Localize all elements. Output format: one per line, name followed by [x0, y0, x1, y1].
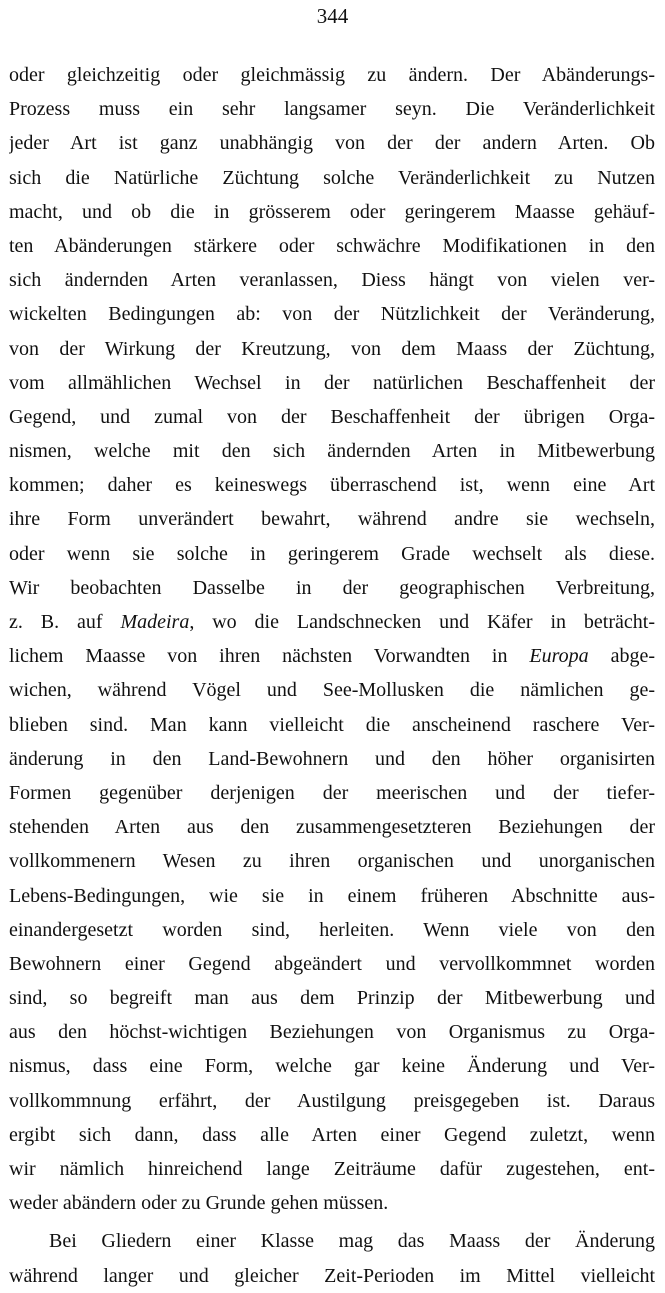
text-line	[9, 879, 655, 913]
text-segment: jeder Art ist ganz unabhängig von der der andern Arten. Ob	[9, 132, 655, 155]
text-line	[9, 708, 655, 742]
text-line	[9, 639, 655, 673]
text-line	[9, 605, 655, 639]
text-line	[9, 468, 655, 502]
text-line	[9, 400, 655, 434]
text-line	[9, 776, 655, 810]
text-segment: während langer und gleicher Zeit-Perioden im Mittel vielleicht	[9, 1264, 655, 1287]
text-segment: nismus, dass eine Form, welche gar keine Änderung und Ver-	[9, 1055, 655, 1078]
text-line	[9, 502, 655, 536]
text-line	[9, 229, 655, 263]
text-segment: änderung in den Land-Bewohnern und den höher organisirten	[9, 747, 655, 770]
text-line	[9, 981, 655, 1015]
text-line	[9, 297, 655, 331]
text-segment: Bewohnern einer Gegend abgeändert und vervollkommnet worden	[9, 952, 655, 975]
text-line	[9, 161, 655, 195]
text-segment: Gegend, und zumal von der Beschaffenheit der übrigen Orga-	[9, 405, 655, 428]
text-line	[9, 810, 655, 844]
text-line	[9, 673, 655, 707]
text-line	[9, 58, 655, 92]
body-text	[9, 58, 655, 1293]
text-line	[9, 332, 655, 366]
page-number: 344	[316, 4, 349, 28]
text-segment: sich die Natürliche Züchtung solche Veränderlichkeit zu Nutzen	[9, 166, 655, 189]
text-segment: lichem Maasse von ihren nächsten Vorwandten in	[9, 645, 530, 668]
text-segment: von der Wirkung der Kreutzung, von dem Maass der Züchtung,	[9, 337, 655, 360]
text-segment: nismen, welche mit den sich ändernden Arten in Mitbewerbung	[9, 440, 655, 463]
text-segment: ten Abänderungen stärkere oder schwächre Modifikationen in den	[9, 234, 655, 257]
text-segment: sind, so begreift man aus dem Prinzip der Mitbewerbung und	[9, 987, 655, 1010]
text-segment: Prozess muss ein sehr langsamer seyn. Die Veränderlichkeit	[9, 98, 655, 121]
text-line	[9, 742, 655, 776]
text-segment: vom allmählichen Wechsel in der natürlichen Beschaffenheit der	[9, 371, 655, 394]
text-segment: sich ändernden Arten veranlassen, Diess hängt von vielen ver-	[9, 269, 655, 292]
italic-place-name: Madeira	[120, 611, 190, 633]
text-segment: kommen; daher es keineswegs überraschend ist, wenn eine Art	[9, 474, 655, 497]
text-line	[9, 434, 655, 468]
text-segment: Bei Gliedern einer Klasse mag das Maass der Änderung	[49, 1230, 655, 1253]
text-line	[9, 913, 655, 947]
text-line	[9, 1152, 655, 1186]
text-line	[9, 366, 655, 400]
text-segment: abge-	[588, 645, 655, 668]
text-line	[9, 1186, 655, 1220]
text-segment: ergibt sich dann, dass alle Arten einer Gegend zuletzt, wenn	[9, 1123, 655, 1146]
text-segment: aus den höchst-wichtigen Beziehungen von Organismus zu Orga-	[9, 1021, 655, 1044]
text-segment: Wir beobachten Dasselbe in der geographischen Verbreitung,	[9, 576, 655, 599]
text-line	[9, 571, 655, 605]
text-segment: Lebens-Bedingungen, wie sie in einem früheren Abschnitte aus-	[9, 884, 655, 907]
text-line	[9, 537, 655, 571]
text-line	[9, 92, 655, 126]
text-line	[9, 1084, 655, 1118]
text-line	[9, 1224, 655, 1258]
text-segment: stehenden Arten aus den zusammengesetzteren Beziehungen der	[9, 816, 655, 839]
text-line	[9, 263, 655, 297]
text-segment: macht, und ob die in grösserem oder geringerem Maasse gehäuf-	[9, 200, 655, 223]
text-line	[9, 1049, 655, 1083]
text-segment: z. B. auf	[9, 611, 121, 633]
text-line	[9, 844, 655, 878]
text-segment: ihre Form unverändert bewahrt, während andre sie wechseln,	[9, 508, 655, 531]
text-segment: wickelten Bedingungen ab: von der Nützlichkeit der Veränderung,	[9, 303, 655, 326]
italic-place-name: Europa	[529, 645, 589, 668]
text-segment: weder abändern oder zu Grunde gehen müssen.	[9, 1192, 389, 1215]
text-line	[9, 1118, 655, 1152]
text-segment: wir nämlich hinreichend lange Zeiträume dafür zugestehen, ent-	[9, 1158, 655, 1180]
text-line	[9, 195, 655, 229]
text-segment: oder gleichzeitig oder gleichmässig zu ändern. Der Abänderungs-	[9, 64, 655, 86]
text-segment: einandergesetzt worden sind, herleiten. Wenn viele von den	[9, 918, 655, 941]
text-line	[9, 947, 655, 981]
text-segment: wichen, während Vögel und See-Mollusken die nämlichen ge-	[9, 679, 655, 702]
text-segment: blieben sind. Man kann vielleicht die anscheinend raschere Ver-	[9, 713, 655, 736]
text-segment: oder wenn sie solche in geringerem Grade wechselt als diese.	[9, 542, 655, 565]
text-segment: vollkommnung erfährt, der Austilgung preisgegeben ist. Daraus	[9, 1089, 655, 1112]
text-line	[9, 1015, 655, 1049]
text-segment: Formen gegenüber derjenigen der meerischen und der tiefer-	[9, 781, 655, 804]
text-segment: vollkommenern Wesen zu ihren organischen und unorganischen	[9, 850, 655, 873]
text-line	[9, 1259, 655, 1293]
text-line	[9, 126, 655, 160]
text-segment: , wo die Landschnecken und Käfer in beträcht-	[189, 611, 655, 633]
